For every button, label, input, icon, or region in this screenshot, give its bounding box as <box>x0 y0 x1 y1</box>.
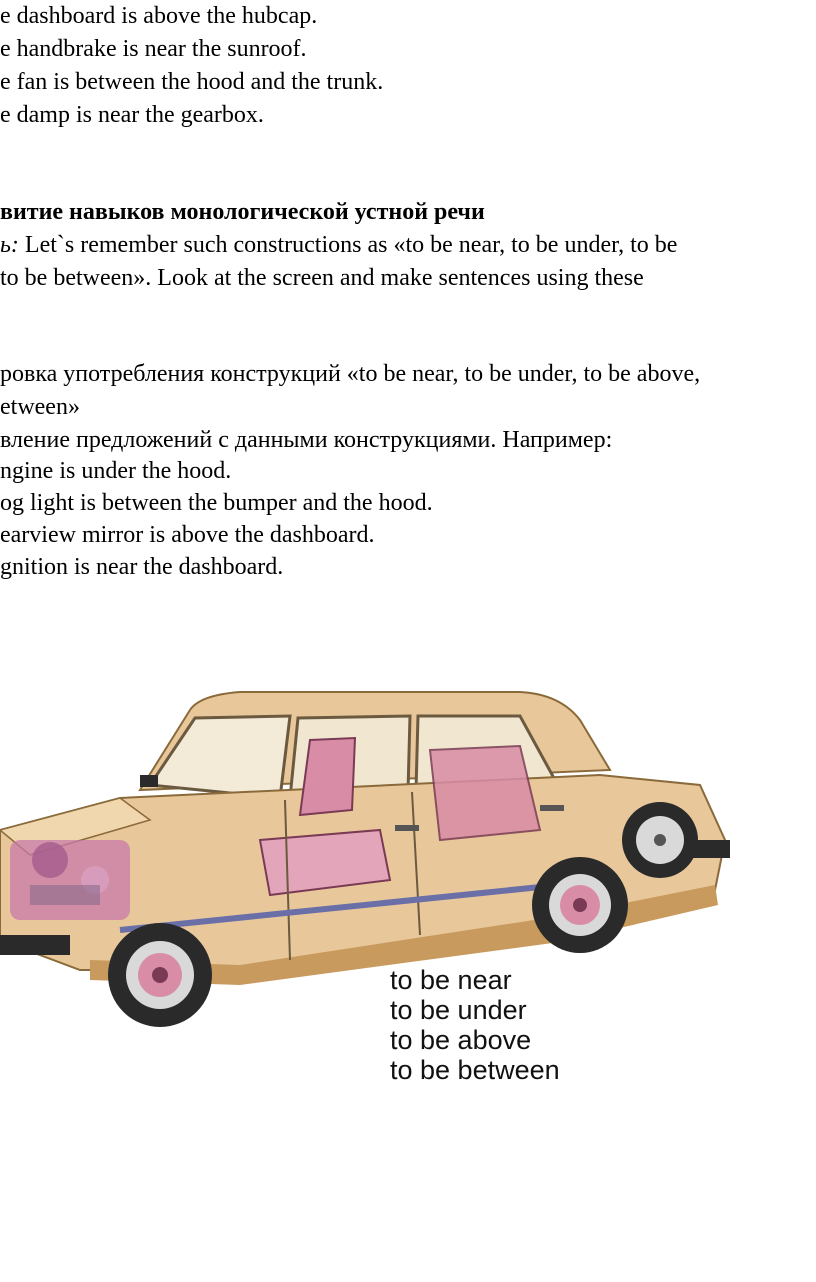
side-mirror <box>140 775 158 787</box>
caption-to-be-above: to be above <box>390 1025 532 1055</box>
task-text-1: Let`s remember such constructions as «to be near, to be under, to be <box>24 232 678 258</box>
caption-to-be-under: to be under <box>390 995 527 1025</box>
practice-line-3: вление предложений с данными конструкциями. Например: <box>0 427 613 453</box>
rear-door-handle <box>540 805 564 811</box>
front-bumper <box>0 935 70 955</box>
sentence-fan: e fan is between the hood and the trunk. <box>0 69 384 95</box>
engine-block <box>10 840 130 920</box>
example-engine: ngine is under the hood. <box>0 458 232 484</box>
front-door-handle <box>395 825 419 831</box>
front-wheel <box>108 923 212 1027</box>
far-rear-wheel <box>622 802 698 878</box>
example-ignition: gnition is near the dashboard. <box>0 554 284 580</box>
car-cutaway-illustration <box>0 680 740 1050</box>
task-line-2: to be between». Look at the screen and make sentences using these <box>0 265 644 291</box>
example-rearview-mirror: earview mirror is above the dashboard. <box>0 522 375 548</box>
sentence-damp: e damp is near the gearbox. <box>0 102 264 128</box>
practice-line-1: ровка употребления конструкций «to be near, to be under, to be above, <box>0 361 701 387</box>
sentence-dashboard: e dashboard is above the hubcap. <box>0 3 318 29</box>
caption-to-be-between: to be between <box>390 1055 560 1085</box>
example-fog-light: og light is between the bumper and the hood. <box>0 490 433 516</box>
sentence-handbrake: e handbrake is near the sunroof. <box>0 36 307 62</box>
task-line-1 <box>0 229 677 261</box>
rear-wheel <box>532 857 628 953</box>
windshield <box>150 716 290 798</box>
caption-to-be-near: to be near <box>390 965 512 995</box>
practice-line-2: etween» <box>0 394 80 420</box>
section-heading: витие навыков монологической устной речи <box>0 199 485 225</box>
task-label: ь: <box>0 232 19 258</box>
